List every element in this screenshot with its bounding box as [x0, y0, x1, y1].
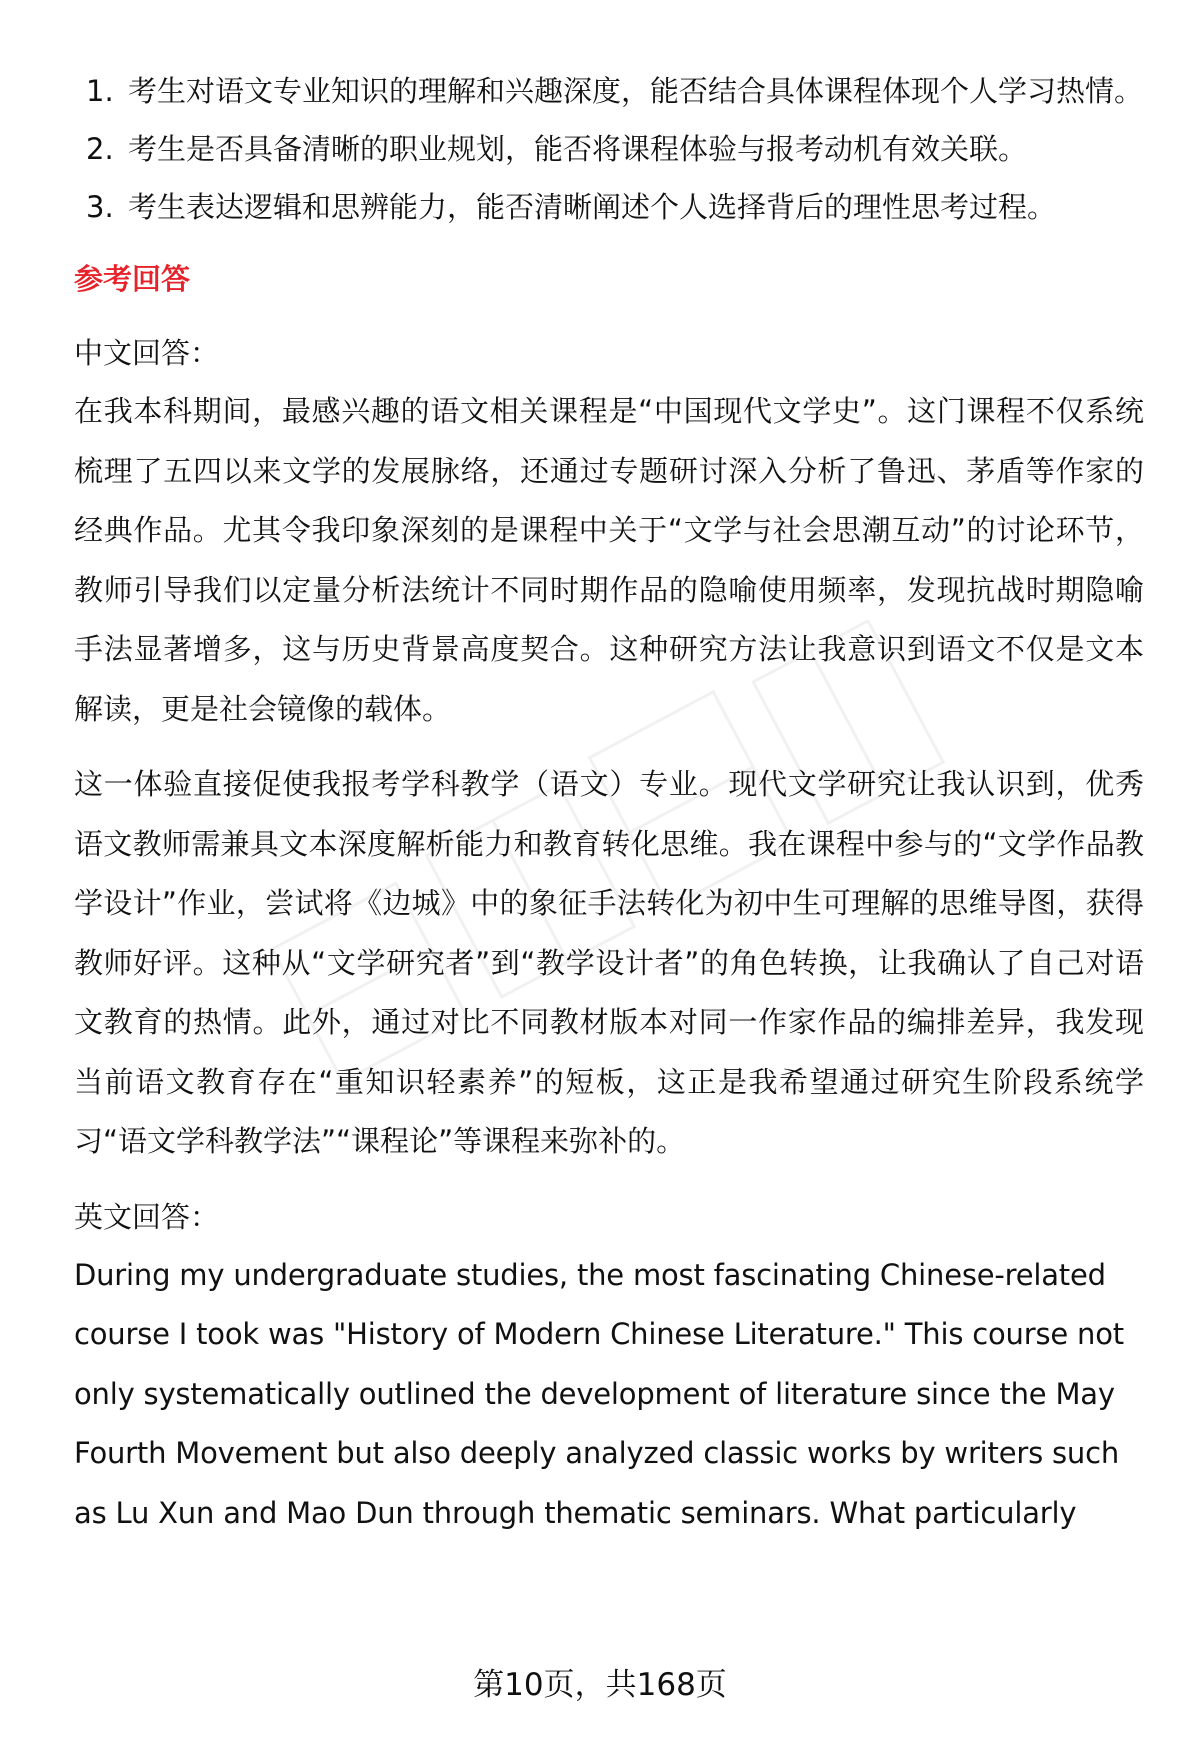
- criteria-number: 1.: [86, 74, 114, 108]
- main-content: [74, 62, 1144, 1543]
- chinese-answer-paragraph-2: 这一体验直接促使我报考学科教学（语文）专业。现代文学研究让我认识到，优秀语文教师需兼具文本深度解析能力和教育转化思维。我在课程中参与的“文学作品教学设计”作业，尝试将《边城》中的象征手法转化为初中生可理解的思维导图，获得教师好评。这种从“文学研究者”到“教学设计者”的角色转换，让我确认了自己对语文教育的热情。此外，通过对比不同教材版本对同一作家作品的编排差异，我发现当前语文教育存在“重知识轻素养”的短板，这正是我希望通过研究生阶段系统学习“语文学科教学法”“课程论”等课程来弥补的。: [74, 767, 1144, 1158]
- criteria-number: 2.: [86, 132, 114, 166]
- paragraph-spacer: [74, 739, 1144, 755]
- chinese-answer-label: 中文回答：: [74, 336, 220, 370]
- criteria-text: 考生对语文专业知识的理解和兴趣深度，能否结合具体课程体现个人学习热情。: [128, 74, 1144, 108]
- page-footer: 第10页，共168页: [473, 1667, 727, 1703]
- paragraph-spacer: [74, 1172, 1144, 1188]
- reference-answer-heading: 参考回答: [74, 262, 191, 296]
- chinese-answer-paragraph-1: 在我本科期间，最感兴趣的语文相关课程是“中国现代文学史”。这门课程不仅系统梳理了五四以来文学的发展脉络，还通过专题研讨深入分析了鲁迅、茅盾等作家的经典作品。尤其令我印象深刻的是课程中关于“文学与社会思潮互动”的讨论环节，教师引导我们以定量分析法统计不同时期作品的隐喻使用频率，发现抗战时期隐喻手法显著增多，这与历史背景高度契合。这种研究方法让我意识到语文不仅是文本解读，更是社会镜像的载体。: [74, 394, 1144, 726]
- criteria-text: 考生表达逻辑和思辨能力，能否清晰阐述个人选择背后的理性思考过程。: [128, 190, 1057, 224]
- english-answer-label: 英文回答：: [74, 1199, 220, 1234]
- english-answer-paragraph: During my undergraduate studies, the most fascinating Chinese-related course I took was "History of Modern Chinese Literature." This course not only systematically outlined the development of literature since the May Fourth Movement but also deeply analyzed classic works by writers such as Lu Xun and Mao Dun through thematic seminars. What particularly: [74, 1257, 1124, 1530]
- criteria-item-1: [74, 62, 1144, 120]
- criteria-item-3: [74, 178, 1144, 236]
- criteria-item-2: [74, 120, 1144, 178]
- evaluation-criteria-list: [74, 62, 1144, 236]
- criteria-number: 3.: [86, 190, 114, 224]
- criteria-text: 考生是否具备清晰的职业规划，能否将课程体验与报考动机有效关联。: [128, 132, 1028, 166]
